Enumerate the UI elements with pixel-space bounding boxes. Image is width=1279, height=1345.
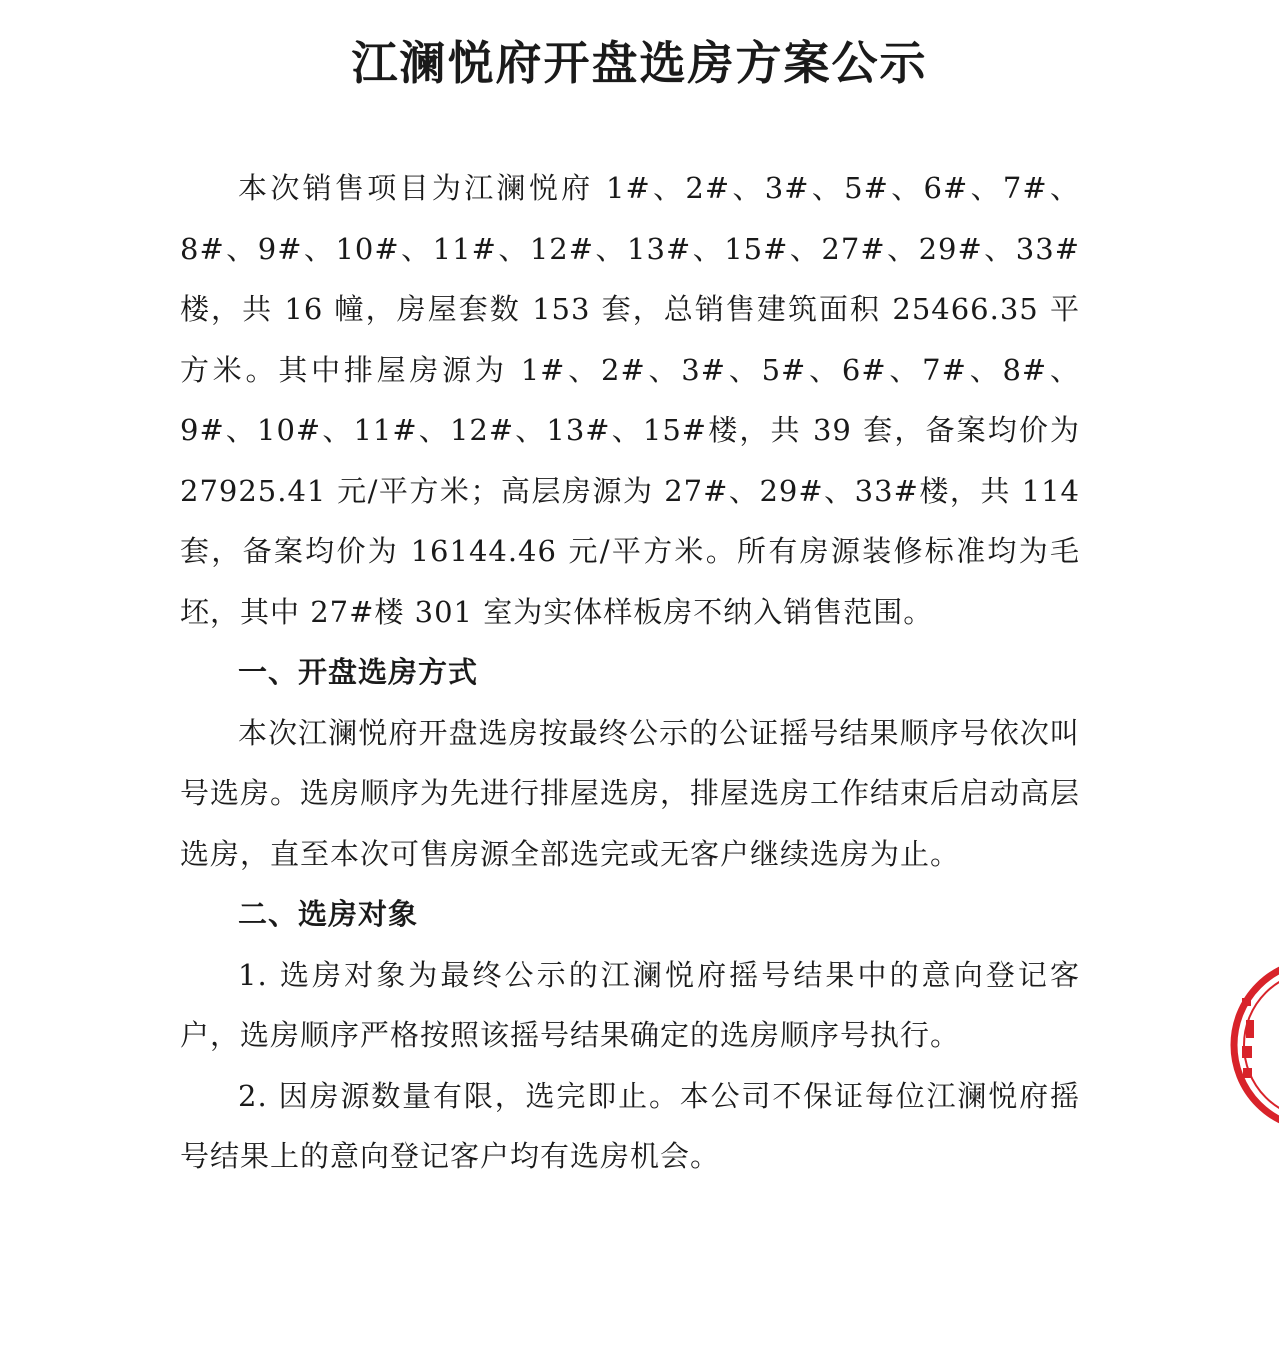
- section-2-heading: 二、选房对象: [238, 897, 419, 931]
- official-seal-icon: [1218, 950, 1279, 1140]
- document-title: 江澜悦府开盘选房方案公示: [351, 36, 928, 90]
- section-2-item-2: 2. 因房源数量有限，选完即止。本公司不保证每位江澜悦府摇号结果上的意向登记客户均有选房机会。: [180, 1078, 1080, 1173]
- intro-paragraph: 本次销售项目为江澜悦府 1#、2#、3#、5#、6#、7#、8#、9#、10#、11#、12#、13#、15#、27#、29#、33#楼，共 16 幢，房屋套数 153 套，总销售建筑面积 25466.35 平方米。其中排屋房源为 1#、2#、3#、5#、6#、7#、8#、9#、10#、11#、12#、13#、15#楼，共 39 套，备案均价为 27925.41 元/平方米；高层房源为 27#、29#、33#楼，共 114 套，备案均价为 16144.46 元/平方米。所有房源装修标准均为毛坯，其中 27#楼 301 室为实体样板房不纳入销售范围。: [180, 171, 1080, 629]
- section-1-paragraph: 本次江澜悦府开盘选房按最终公示的公证摇号结果顺序号依次叫号选房。选房顺序为先进行排屋选房，排屋选房工作结束后启动高层选房，直至本次可售房源全部选完或无客户继续选房为止。: [180, 715, 1081, 871]
- section-1-heading: 一、开盘选房方式: [238, 655, 479, 689]
- section-2-item-1: 1. 选房对象为最终公示的江澜悦府摇号结果中的意向登记客户，选房顺序严格按照该摇号结果确定的选房顺序号执行。: [180, 957, 1080, 1052]
- document-body: [180, 158, 1080, 1187]
